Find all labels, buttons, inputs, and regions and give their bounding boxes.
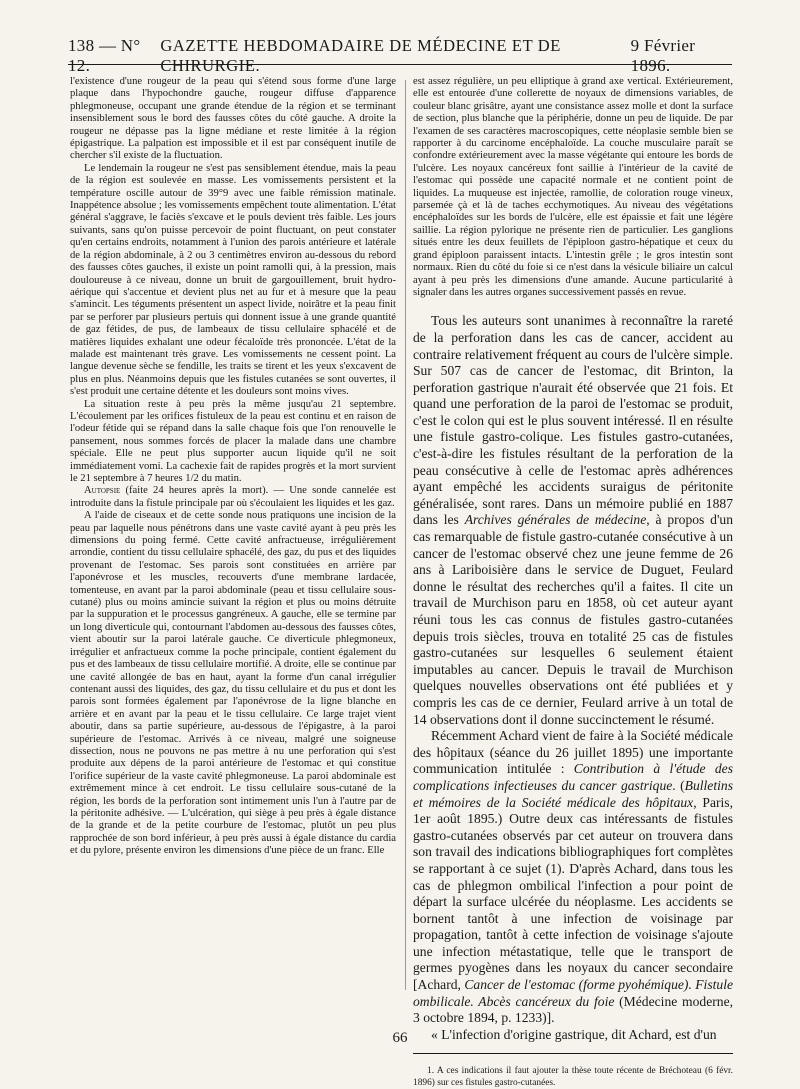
right-column: [413, 76, 734, 1088]
paragraph: A l'aide de ciseaux et de cette sonde nous pratiquons une incision de la peau par laquelle nous pénétrons dans une vaste cavité ayant à peu près les dimensions du poing fermé. Cette cavité anfractueuse, irrégulièrement arrondie, contient du tissu cellulaire sphacélé, des gaz, du pus et des liquides provenant de l'estomac. Ses parois sont constituées en arrière par l'aponévrose et les muscles, recouverts d'une membrane lardacée, tomenteuse, en avant par la paroi abdominale (peau et tissu cellulaire sous-cutané) plus ou moins amincie suivant la région et plus ou moins détruite par la suppuration et le processus gangréneux. A gauche, elle se termine par un long diverticule qui, contournant l'abdomen au-dessous des fausses côtes, vient aboutir sur la paroi latérale gauche. Ce diverticule phlegmoneux, irrégulier et anfractueux comme la poche principale, contient également du pus et des lambeaux de tissu cellulaire mortifié. A droite, elle se continue par une cavité allongée de bas en haut, ayant la forme d'un canal irrégulier contenant aussi des liquides, des gaz, du tissu cellulaire et du pus et dont les parois sont formées également par l'aponévrose de la ligne blanche en arrière et en avant par la peau et le tissu cellulaire. Ce large trajet vient aboutir, dans sa partie supérieure, au-dessous de l'épigastre, à la paroi supérieure de l'estomac. Arrivés à ce niveau, malgré une soigneuse dissection, nous ne pouvons ne pas mettre à nu une perforation qui s'est produite aux dépens de la paroi antérieure de l'estomac et qui constitue l'orifice supérieur de la vaste cavité phlegmoneuse. La paroi abdominale est extrêmement mince à cet endroit. Le tissu cellulaire sous-cutané de la région, les bords de la perforation sont intimement unis l'un à l'autre par de la péritonite adhésive. — L'ulcération, qui siège à peu près à égale distance de la grande et de la petite courbure de l'estomac, plutôt un peu plus rapprochée de son bord inférieur, à peu près aussi à égale distance du cardia et du pylore, présente environ les dimensions d'une pièce de un franc. Elle: [70, 510, 396, 857]
text-run: (Médecine moderne, 3 octobre 1894, p. 1233)].: [413, 993, 733, 1026]
left-column: [70, 76, 396, 1026]
paragraph: La situation reste à peu près la même jusqu'au 21 septembre. L'écoulement par les orifices fistuleux de la peau est continu et en raison de l'odeur fétide qui se répand dans la salle chaque fois que l'on renouvelle le pansement, nous sommes forcés de placer la malade dans une chambre spéciale. Elle ne peut plus supporter aucun liquide qu'il ne soit immédiatement vomi. La cachexie fait de rapides progrès et la mort survient le 21 septembre à 7 heures 1/2 du matin.: [70, 398, 396, 484]
text-run: Tous les auteurs sont unanimes à reconnaître la rareté de la perforation dans les cas de cancer, accident au contraire relativement fréquent au cours de l'ulcère simple. Sur 507 cas de cancer de l'estomac, dit Brinton, la perforation gastrique n'aurait été observée que 21 fois. Et quand une perforation de la paroi de l'estomac se produit, c'est le colon qui est le plus souvent intéressé. Il en résulte une fistule gastro-colique. Les fistules gastro-cutanées, c'est-à-dire les fistules résultant de la perforation de la peau consécutive à celle de l'estomac après adhérences ayant empêché les accidents suraigus de péritonite généralisée, sont rares. Dans un mémoire publié en 1887 dans les: [413, 313, 733, 528]
issue-date: 9 Février 1896.: [630, 36, 696, 75]
journal-title: GAZETTE HEBDOMADAIRE DE MÉDECINE ET DE CHIRURGIE.: [160, 36, 561, 75]
paragraph: est assez régulière, un peu elliptique à grand axe vertical. Extérieurement, elle est entourée d'une collerette de noyaux de dimensions variables, de couleur blanc grisâtre, ayant une consistance assez molle et dont la surface de section, plus blanche que la périphérie, donne un peu de liquide. De par l'examen de ses caractères macroscopiques, cette néoplasie semble bien se rapporter à du carcinome encéphaloïde. La couche musculaire paraît se confondre extérieurement avec la masse végétante qui entoure les bords de l'ulcère. Les noyaux cancéreux font saillie à l'intérieur de la cavité de l'estomac qui possède une capacité normale et ne contient point de liquides. La muqueuse est injectée, ramollie, de coloration rouge vineux, parsemée çà et là de taches ecchymotiques. Au niveau des végétations encéphaloïdes sur les bords de l'ulcère, elle est épaissie et fait une légère saillie. La région pylorique ne présente rien de particulier. Les ganglions situés entre les deux feuillets de l'épiploon gastro-hépatique et ceux du grand épiploon paraissent intacts. L'intestin grêle ; le gros intestin sont normaux. Rien du côté du foie si ce n'est dans la vésicule biliaire un calcul ayant à peu près les dimensions d'une amande. Aucune particularité à signaler dans les autres organes successivement passés en revue.: [413, 76, 733, 298]
text-run: Récemment Achard vient de faire à la Société médicale des hôpitaux (séance du 26 juillet 1895) une importante communication intitulée :: [413, 728, 733, 777]
text-run: , à propos d'un cas remarquable de fistule gastro-cutanée consécutive à un cancer de l'estomac observé chez une jeune femme de 26 ans à Lariboisière dans le service de Duguet, Feulard donne le résultat des recherches qu'il a faites. Il cite un travail de Murchison paru en 1858, où cet auteur ayant réuni tous les cas connus de fistules gastro-cutanées depuis trois siècles, trouva en totalité 25 cas de fistules gastro-cutanées sur lesquelles 6 seulement étaient imputables au cancer. Depuis le travail de Murchison quelques nouvelles observations ont été publiées et y compris les cas de ce dernier, Feulard arrive à un total de 14 observations dont il donne succinctement le résumé.: [413, 512, 733, 727]
page-issue-number: 138 — N° 12.: [68, 36, 141, 75]
footnote-rule: [413, 1053, 733, 1054]
footnote: [413, 1066, 733, 1089]
bulletin-citation: Bulletins et mémoires de la Société médicale des hôpitaux: [413, 777, 733, 810]
text-run: , Paris, 1er août 1895.) Outre deux cas intéressants de fistules gastro-cutanées observés par cet auteur on trouvera dans son travail des indications bibliographiques fort complètes se rapportant à ce sujet (1). D'après Achard, dans tous les cas de phlegmon ombilical l'infection a pour point de départ la surface ulcérée du néoplasme. Les accidents se bornent tantôt à une infection de voisinage par propagation, tantôt à cette infection de voisinage s'ajoute une infection métastatique, telle que le transport de germes pyogènes dans les noyaux du cancer secondaire [Achard,: [413, 794, 733, 993]
commentary: [413, 313, 733, 1043]
autopsy-paragraph: [70, 485, 396, 510]
paragraph: Le lendemain la rougeur ne s'est pas sensiblement étendue, mais la peau de la région est soulevée en masse. Les vomissements persistent et la température oscille autour de 39°9 avec une faible rémission matinale. Inappétence absolue ; les vomissements empêchent toute alimentation. L'état général s'aggrave, le faciès s'excave et le pouls devient très faible. Les jours suivants, sans qu'on puisse percevoir de point fluctuant, on peut constater qu'en certains endroits, notamment à l'union des parois antérieure et latérale de la région abdominale, à 2 ou 3 centimètres environ au-dessous du rebord des fausses côtes gauches, il existe un point ramolli qui, à la pression, mais douloureuse à ce niveau, donne un bruit de gargouillement, bruit hydro-aérique qui s'accentue et devient plus net au fur et à mesure que la peau s'amincit. Les téguments présentent un aspect livide, noirâtre et la peau finit par se perforer par plusieurs pertuis qui donnent issue à une grande quantité de gaz fétides, de pus, de lambeaux de tissu cellulaire sphacélé et de matières liquides exhalant une odeur fécaloïde très prononcée. L'état de la malade est maintenant très grave. Les vomissements ne cessent point. La langue devenue sèche se fendille, les traits se tirent et les yeux s'excavent de plus en plus. Néanmoins depuis que les fistules cutanées se sont ouvertes, il s'est produit une certaine détente et les douleurs sont moins vives.: [70, 162, 396, 398]
page-number: 66: [392, 1030, 408, 1046]
footnote-text: 1. A ces indications il faut ajouter la thèse toute récente de Bréchoteau (6 févr. 1896) sur ces fistules gastro-cutanées.: [413, 1066, 733, 1088]
autopsy-continued: [413, 76, 733, 299]
autopsy-text: (faite 24 heures après la mort). — Une sonde cannelée est introduite dans la fistule principale par où s'écoulaient les liquides et les gaz.: [70, 485, 396, 509]
autopsy-heading: Autopsie: [84, 485, 121, 497]
journal-citation: Archives générales de médecine: [464, 512, 647, 528]
communication-title: Contribution à l'étude des complications infectieuses du cancer gastrique: [413, 761, 733, 793]
text-run: . (: [672, 777, 685, 793]
page-header: [68, 36, 732, 75]
paragraph: [413, 313, 733, 728]
paragraph: [413, 728, 733, 1027]
paragraph: « L'infection d'origine gastrique, dit Achard, est d'un: [431, 1026, 717, 1042]
paragraph: l'existence d'une rougeur de la peau qui s'étend sous forme d'une large plaque dans l'hypochondre gauche, rougeur diffuse d'apparence phlegmoneuse, occupant une grande étendue de la région et se terminant insensiblement sous le bord des fausses côtes du côté gauche. A droite la rougeur ne dépasse pas la ligne médiane et reste limitée à la région épigastrique. La palpation est impossible et il est par conséquent inutile de chercher s'il existe de la fluctuation.: [70, 76, 396, 162]
case-citation: Cancer de l'estomac (forme pyohémique). Fistule ombilicale. Abcès cancéreux du foie: [413, 977, 734, 1009]
column-divider: [405, 80, 406, 990]
header-rule: [68, 64, 732, 65]
